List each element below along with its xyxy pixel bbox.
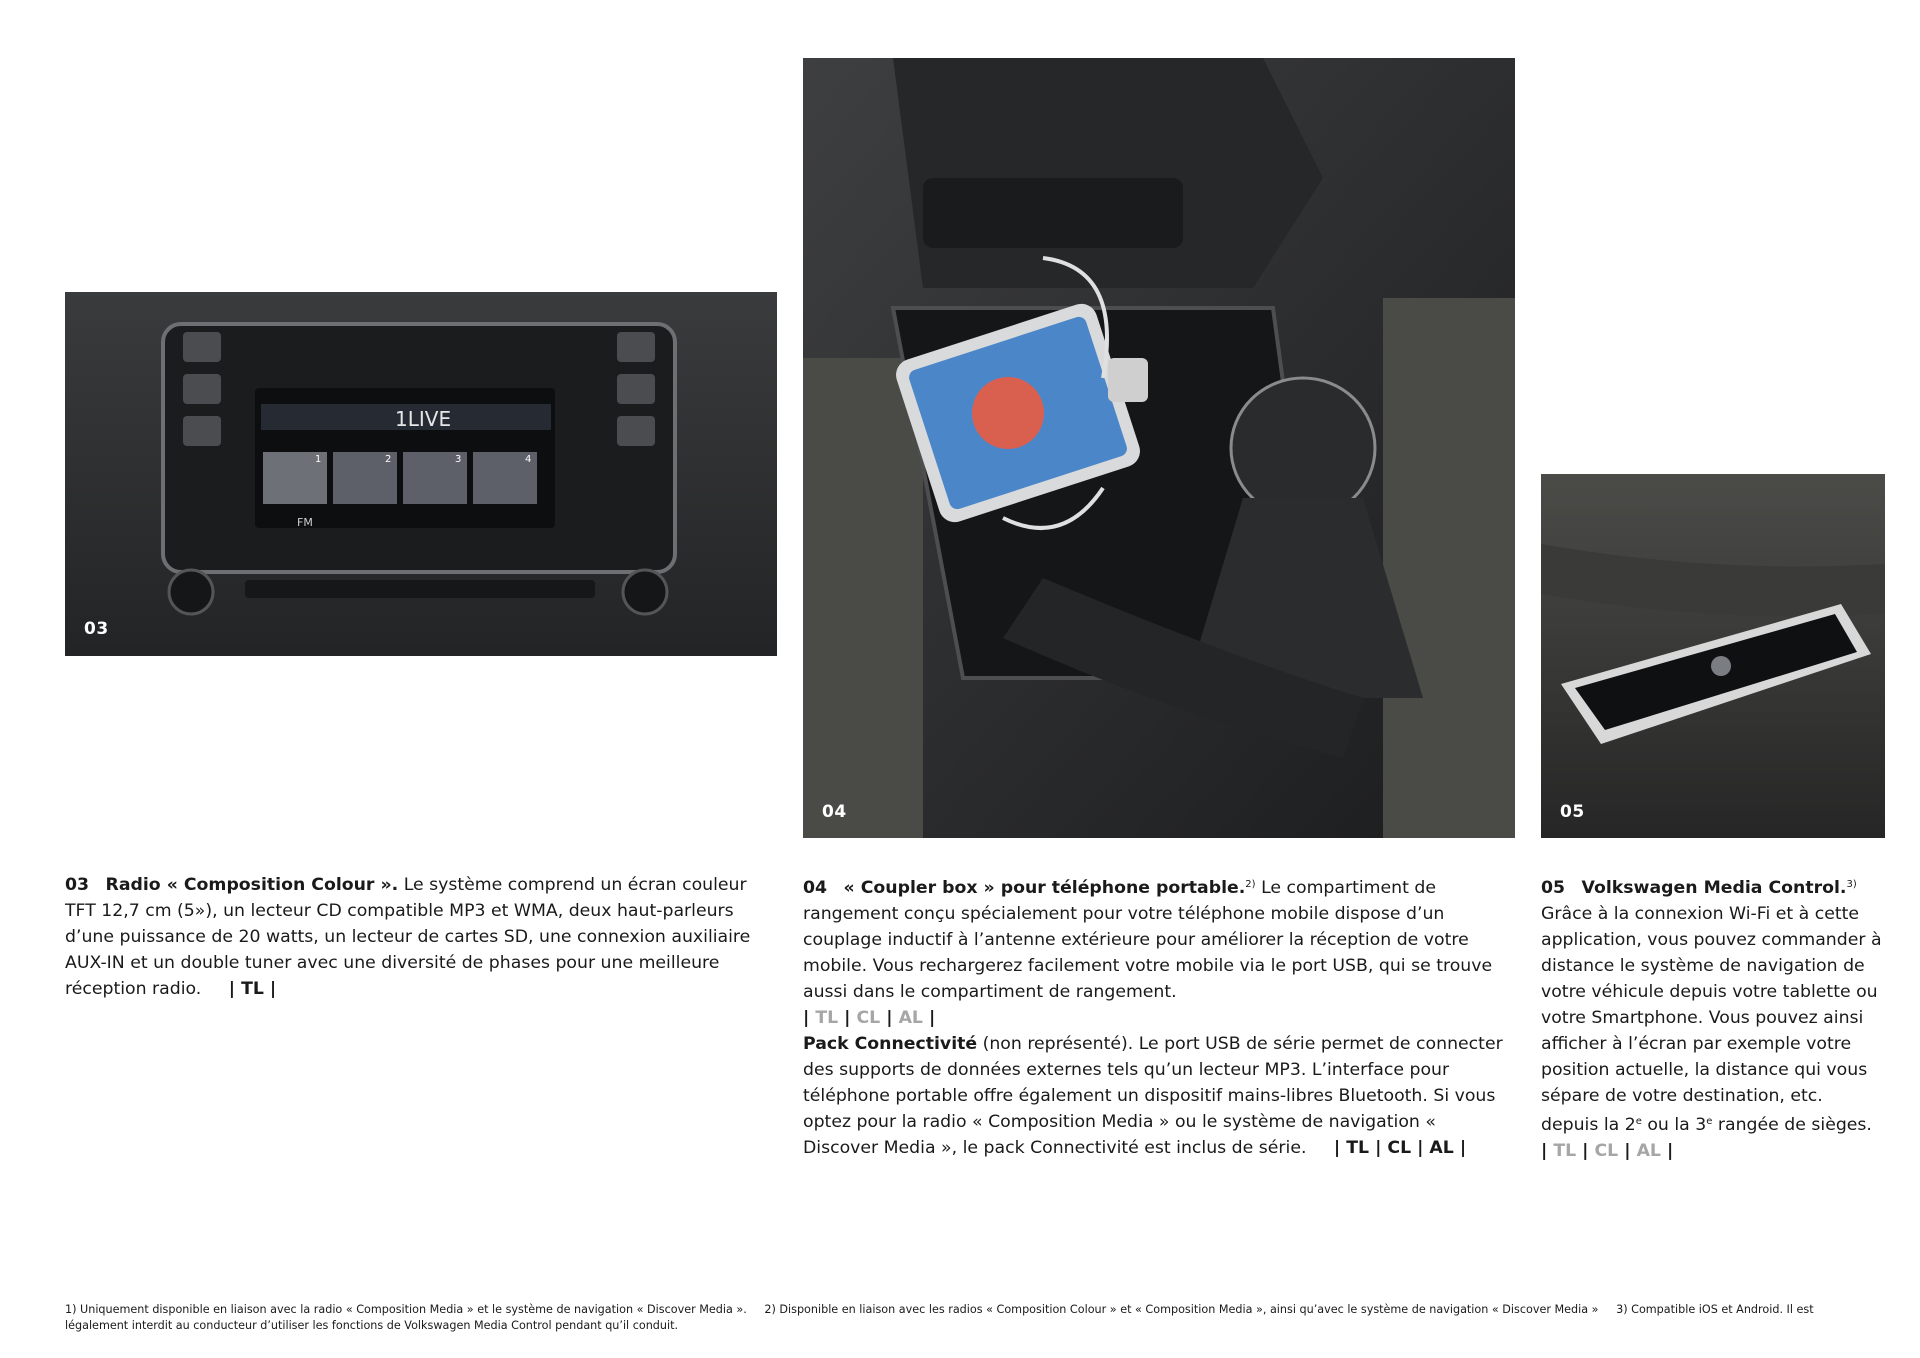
trim-tags-muted: | TL | CL | AL | [1541, 1141, 1674, 1161]
radio-screen-station: 1LIVE [395, 407, 452, 431]
item-number: 04 [803, 878, 828, 898]
footnote-1: 1) Uniquement disponible en liaison avec la radio « Composition Media » et le système de navigation « Discover Media ». [65, 1303, 747, 1316]
photo-number: 05 [1560, 802, 1585, 822]
footnote-ref: 3) [1846, 879, 1857, 890]
photo-number: 03 [84, 619, 109, 639]
pack-tags: | TL | CL | AL | [1333, 1138, 1467, 1158]
footnote-ref: 2) [1245, 879, 1256, 890]
footnote-2: 2) Disponible en liaison avec les radios « Composition Colour » et « Composition Media », ainsi qu’avec le système de navigation « Discover Media » [764, 1303, 1599, 1316]
footnote-3-continued: légalement interdit au conducteur d’utiliser les fonctions de Volkswagen Media Control pendant qu’il conduit. [65, 1319, 679, 1332]
item-description: Grâce à la connexion Wi-Fi et à cette application, vous pouvez commander à distance le système de navigation de votre véhicule depuis votre tablette ou votre Smartphone. Vous pouvez ainsi afficher à l’écran par exemple votre position actuelle, la distance qui vous sépare de votre destination, etc. depuis la 2 [1541, 904, 1882, 1135]
footnote-3: 3) Compatible iOS et Android. Il est [1616, 1303, 1814, 1316]
photo-number: 04 [822, 802, 847, 822]
radio-preset-1: 1 [315, 454, 322, 465]
caption-coupler-box [803, 872, 1515, 1161]
radio-preset-4: 4 [525, 454, 532, 465]
trim-tags: | TL | [228, 979, 277, 999]
item-title: Radio « Composition Colour ». [105, 875, 399, 895]
item-number: 03 [65, 875, 90, 895]
radio-preset-2: 2 [385, 454, 392, 465]
photo-radio [65, 292, 777, 656]
item-title: « Coupler box » pour téléphone portable. [843, 878, 1246, 898]
caption-radio [65, 872, 777, 1002]
item-number: 05 [1541, 878, 1566, 898]
trim-tags-muted: | TL | CL | AL | [803, 1008, 936, 1028]
photo-coupler-box [803, 58, 1515, 838]
photo-media-control [1541, 474, 1885, 838]
radio-screen-band: FM [297, 516, 313, 529]
pack-title: Pack Connectivité [803, 1034, 978, 1054]
item-description: Le compartiment de rangement conçu spécialement pour votre téléphone mobile dispose d’un couplage inductif à l’antenne extérieure pour améliorer la réception de votre mobile. Vous rechargerez facilement votre mobile via le port USB, qui se trouve aussi dans le compartiment de rangement. [803, 878, 1493, 1002]
radio-preset-3: 3 [455, 454, 462, 465]
item-title: Volkswagen Media Control. [1581, 878, 1847, 898]
item-description: Le système comprend un écran couleur TFT 12,7 cm (5»), un lecteur CD compatible MP3 et WMA, deux haut-parleurs d’une puissance de 20 watts, un lecteur de cartes SD, une connexion auxiliaire AUX-IN et un double tuner avec une diversité de phases pour une meilleure réception radio. [65, 875, 751, 999]
pack-description: (non représenté). Le port USB de série permet de connecter des supports de données externes tels qu’un lecteur MP3. L’interface pour téléphone portable offre également un dispositif mains-libres Bluetooth. Si vous optez pour la radio « Composition Media » ou le système de navigation « Discover Media », le pack Connectivité est inclus de série. [803, 1034, 1503, 1158]
caption-media-control: 05 Volkswagen Media Control.$^{3)}$ Grâce à la connexion Wi-Fi et à cette application, vous pouvez commander à distance le système de navigation de votre véhicule depuis votre tablette ou votre Smartphone. Vous pouvez ainsi afficher à l’écran par exemple votre position actuelle, la distance qui vous sépare de votre destination, etc. depuis la 2e ou la 3e rangée de sièges. | TL | CL | AL | [1541, 872, 1885, 1164]
footnotes [65, 1302, 1885, 1334]
